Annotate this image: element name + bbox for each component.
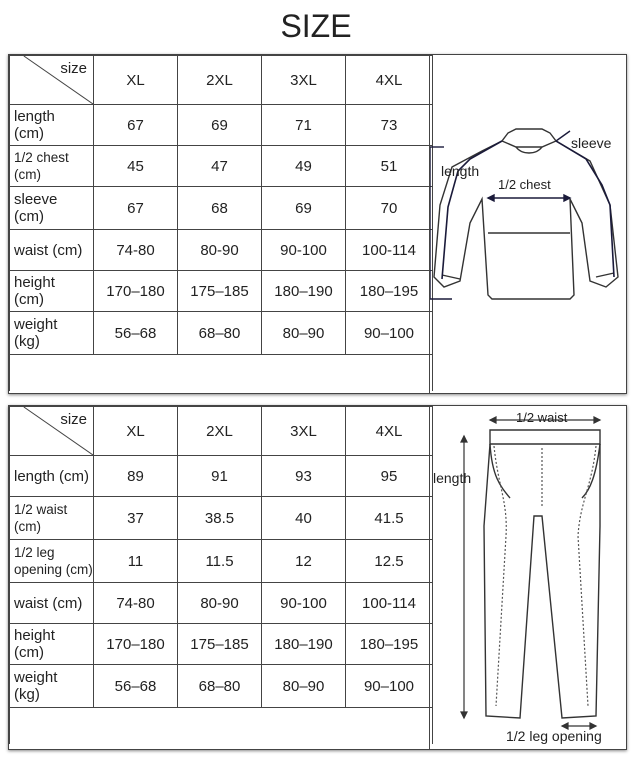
empty-row xyxy=(10,355,433,392)
row-value: 80-90 xyxy=(178,583,262,624)
row-value: 180–190 xyxy=(262,271,346,312)
row-value: 12 xyxy=(262,540,346,583)
row-value: 45 xyxy=(94,146,178,187)
row-value: 90-100 xyxy=(262,583,346,624)
shirt-diagram xyxy=(429,55,626,393)
pants-size-table xyxy=(9,406,433,744)
row-value: 74-80 xyxy=(94,583,178,624)
row-value: 90–100 xyxy=(346,312,433,355)
table-row xyxy=(10,665,433,708)
row-label: height (cm) xyxy=(10,624,94,665)
table-header-row xyxy=(10,56,433,105)
table-row xyxy=(10,540,433,583)
table-row xyxy=(10,624,433,665)
empty-row xyxy=(10,708,433,745)
row-value: 80-90 xyxy=(178,230,262,271)
shirt-sleeve-label: sleeve xyxy=(571,135,612,151)
table-row xyxy=(10,230,433,271)
row-value: 175–185 xyxy=(178,271,262,312)
row-label: waist (cm) xyxy=(10,583,94,624)
table-row xyxy=(10,583,433,624)
size-corner-cell xyxy=(10,56,94,105)
row-label: length (cm) xyxy=(10,456,94,497)
row-value: 41.5 xyxy=(346,497,433,540)
size-header-2xl: 2XL xyxy=(178,56,262,105)
shirt-chest-label: 1/2 chest xyxy=(498,177,551,192)
empty-cell xyxy=(10,708,433,745)
empty-cell xyxy=(10,355,433,392)
table-row xyxy=(10,456,433,497)
row-value: 40 xyxy=(262,497,346,540)
row-value: 49 xyxy=(262,146,346,187)
row-value: 90-100 xyxy=(262,230,346,271)
row-value: 90–100 xyxy=(346,665,433,708)
size-header-3xl: 3XL xyxy=(262,407,346,456)
table-row xyxy=(10,497,433,540)
table-row xyxy=(10,187,433,230)
row-value: 180–195 xyxy=(346,624,433,665)
table-row xyxy=(10,312,433,355)
row-value: 47 xyxy=(178,146,262,187)
row-value: 180–190 xyxy=(262,624,346,665)
size-header-xl: XL xyxy=(94,407,178,456)
shirt-length-label: length xyxy=(441,163,480,179)
shirt-size-panel xyxy=(8,54,627,394)
pants-diagram xyxy=(429,406,626,749)
row-value: 67 xyxy=(94,105,178,146)
table-row xyxy=(10,105,433,146)
row-label: weight (kg) xyxy=(10,665,94,708)
size-corner-label: size xyxy=(60,411,87,428)
row-label: 1/2 chest (cm) xyxy=(10,146,94,187)
row-value: 170–180 xyxy=(94,624,178,665)
row-value: 73 xyxy=(346,105,433,146)
row-value: 11.5 xyxy=(178,540,262,583)
row-value: 11 xyxy=(94,540,178,583)
row-value: 56–68 xyxy=(94,665,178,708)
row-value: 68 xyxy=(178,187,262,230)
table-row xyxy=(10,146,433,187)
size-corner-cell xyxy=(10,407,94,456)
table-row xyxy=(10,271,433,312)
row-value: 175–185 xyxy=(178,624,262,665)
row-value: 74-80 xyxy=(94,230,178,271)
row-value: 91 xyxy=(178,456,262,497)
shirt-size-table xyxy=(9,55,433,391)
row-value: 56–68 xyxy=(94,312,178,355)
row-value: 180–195 xyxy=(346,271,433,312)
row-label: 1/2 waist (cm) xyxy=(10,497,94,540)
row-label: height (cm) xyxy=(10,271,94,312)
row-value: 100-114 xyxy=(346,230,433,271)
pants-length-label: length xyxy=(433,470,472,486)
table-header-row xyxy=(10,407,433,456)
row-value: 51 xyxy=(346,146,433,187)
row-label: length (cm) xyxy=(10,105,94,146)
row-label: 1/2 leg opening (cm) xyxy=(10,540,94,583)
row-value: 89 xyxy=(94,456,178,497)
row-value: 12.5 xyxy=(346,540,433,583)
shirt-illustration xyxy=(430,55,626,395)
row-value: 68–80 xyxy=(178,312,262,355)
row-value: 69 xyxy=(178,105,262,146)
row-value: 93 xyxy=(262,456,346,497)
row-value: 80–90 xyxy=(262,312,346,355)
row-value: 38.5 xyxy=(178,497,262,540)
row-label: weight (kg) xyxy=(10,312,94,355)
pants-leg-opening-label: 1/2 leg opening xyxy=(506,728,602,744)
row-value: 37 xyxy=(94,497,178,540)
row-value: 71 xyxy=(262,105,346,146)
row-value: 170–180 xyxy=(94,271,178,312)
size-header-4xl: 4XL xyxy=(346,56,433,105)
row-label: sleeve (cm) xyxy=(10,187,94,230)
page-title: SIZE xyxy=(280,8,352,44)
size-header-2xl: 2XL xyxy=(178,407,262,456)
pants-size-panel xyxy=(8,405,627,750)
size-header-3xl: 3XL xyxy=(262,56,346,105)
size-corner-label: size xyxy=(60,60,87,77)
row-value: 100-114 xyxy=(346,583,433,624)
row-value: 67 xyxy=(94,187,178,230)
row-value: 80–90 xyxy=(262,665,346,708)
size-header-4xl: 4XL xyxy=(346,407,433,456)
size-header-xl: XL xyxy=(94,56,178,105)
row-value: 95 xyxy=(346,456,433,497)
pants-illustration xyxy=(430,406,626,751)
row-value: 68–80 xyxy=(178,665,262,708)
pants-waist-label: 1/2 waist xyxy=(516,410,568,425)
row-value: 69 xyxy=(262,187,346,230)
row-label: waist (cm) xyxy=(10,230,94,271)
row-value: 70 xyxy=(346,187,433,230)
